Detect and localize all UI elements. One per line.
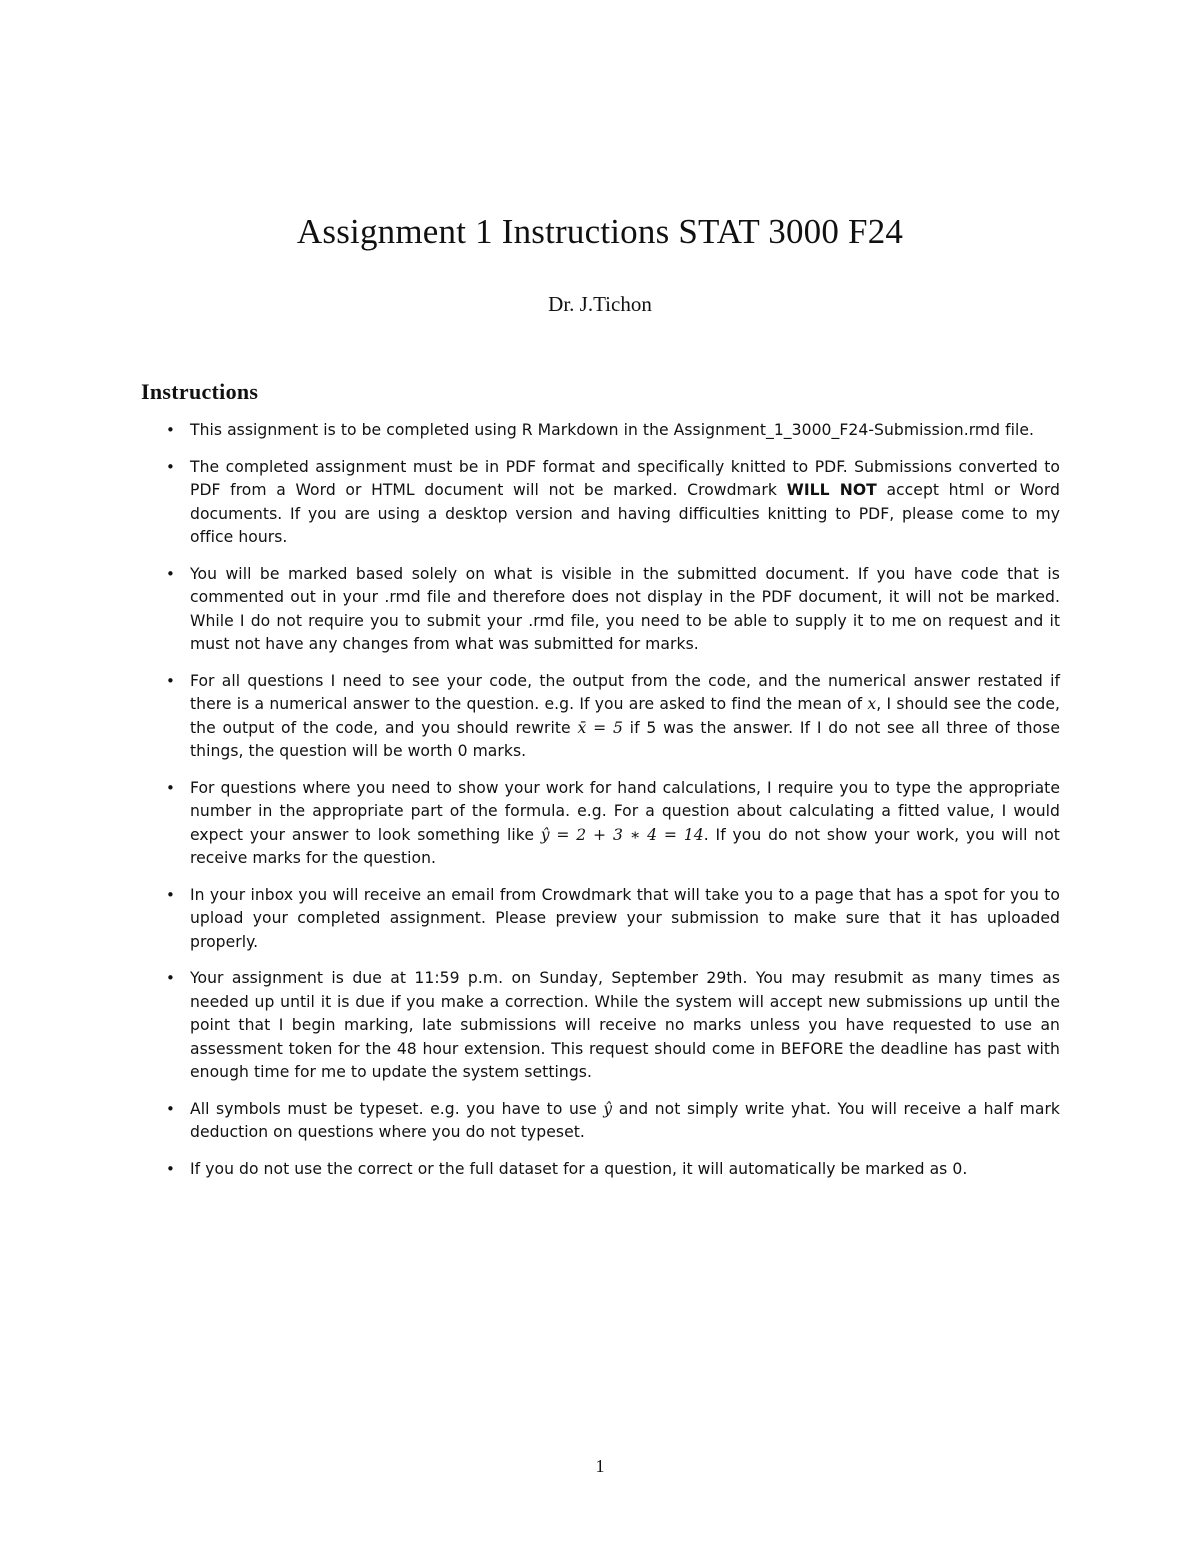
list-item-emphasis: WILL NOT — [786, 481, 877, 499]
page-number: 1 — [595, 1456, 605, 1476]
document-author: Dr. J.Tichon — [548, 292, 652, 316]
list-item-text: . If you do not show your work, you will not receive marks for the question. — [190, 825, 1060, 867]
list-item-text: Your assignment is due at 11:59 p.m. on Sunday, September 29th. You may resubmit as many times as needed up until it is due if you make a correction. While the system will accept new submissions up until the point that I begin marking, late submissions will receive no marks unless you have requested to use an assessment token for the 48 hour extension. This request should come in BEFORE the deadline has past with enough time for me to update the system settings. — [190, 969, 1060, 1081]
list-item — [166, 563, 1060, 657]
list-item — [166, 884, 1060, 955]
list-item-text: , I should see the code, the output of the code, and you should rewrite — [190, 695, 1060, 737]
math-expression: ŷ — [603, 1099, 613, 1118]
math-expression: x — [867, 695, 877, 713]
section-heading-instructions: Instructions — [141, 379, 259, 404]
list-item — [166, 967, 1060, 1085]
bullet-icon: • — [166, 457, 175, 476]
list-item — [166, 1158, 1060, 1182]
list-item-text: For all questions I need to see your code, the output from the code, and the numerical answer restated if there is a numerical answer to the question. e.g. If you are asked to find the mean of — [190, 671, 1060, 713]
bullet-icon: • — [166, 1159, 175, 1178]
math-expression: ŷ = 2 + 3 ∗ 4 = 14 — [540, 825, 704, 844]
bullet-icon: • — [166, 1099, 175, 1118]
list-item-text: For questions where you need to show your work for hand calculations, I require you to type the appropriate number in the appropriate part of the formula. e.g. For a question about calculating a fitted value, I would expect your answer to look something like — [190, 778, 1060, 844]
list-item-text: If you do not use the correct or the full dataset for a question, it will automatically be marked as 0. — [190, 1159, 968, 1178]
bullet-icon: • — [166, 885, 175, 904]
bullet-icon: • — [166, 421, 175, 439]
bullet-icon: • — [166, 564, 175, 583]
list-item-text: and not simply write yhat. You will receive a half mark deduction on questions where you do not typeset. — [190, 1099, 1060, 1141]
bullet-icon: • — [166, 671, 175, 690]
bullet-icon: • — [166, 969, 175, 987]
list-item-text: You will be marked based solely on what is visible in the submitted document. If you have code that is commented out in your .rmd file and therefore does not display in the PDF document, it will not be marked. While I do not require you to submit your .rmd file, you need to be able to supply it to me on request and it must not have any changes from what was submitted for marks. — [190, 564, 1060, 653]
list-item-text: All symbols must be typeset. e.g. you have to use — [190, 1099, 604, 1118]
list-item-text: This assignment is to be completed using R Markdown in the Assignment_1_3000_F24-Submission.rmd file. — [190, 421, 1035, 439]
list-item — [166, 777, 1060, 871]
list-item — [166, 419, 1060, 443]
list-item — [166, 670, 1060, 764]
list-item — [166, 456, 1060, 550]
document-title: Assignment 1 Instructions STAT 3000 F24 — [296, 212, 904, 251]
bullet-icon: • — [166, 778, 175, 797]
list-item-text: In your inbox you will receive an email from Crowdmark that will take you to a page that has a spot for you to upload your completed assignment. Please preview your submission to make sure that it has uploaded properly. — [190, 885, 1060, 951]
list-item — [166, 1098, 1060, 1145]
list-item-text: if 5 was the answer. If I do not see all three of those things, the question will be worth 0 marks. — [190, 718, 1060, 760]
instructions-list — [166, 419, 1060, 1194]
list-item-text: The completed assignment must be in PDF format and specifically knitted to PDF. Submissions converted to PDF from a Word or HTML document will not be marked. Crowdmark — [190, 457, 1060, 499]
list-item-text: accept html or Word documents. If you are using a desktop version and having difficulties knitting to PDF, please come to my office hours. — [190, 481, 1060, 546]
math-expression: x̄ = 5 — [577, 718, 623, 737]
